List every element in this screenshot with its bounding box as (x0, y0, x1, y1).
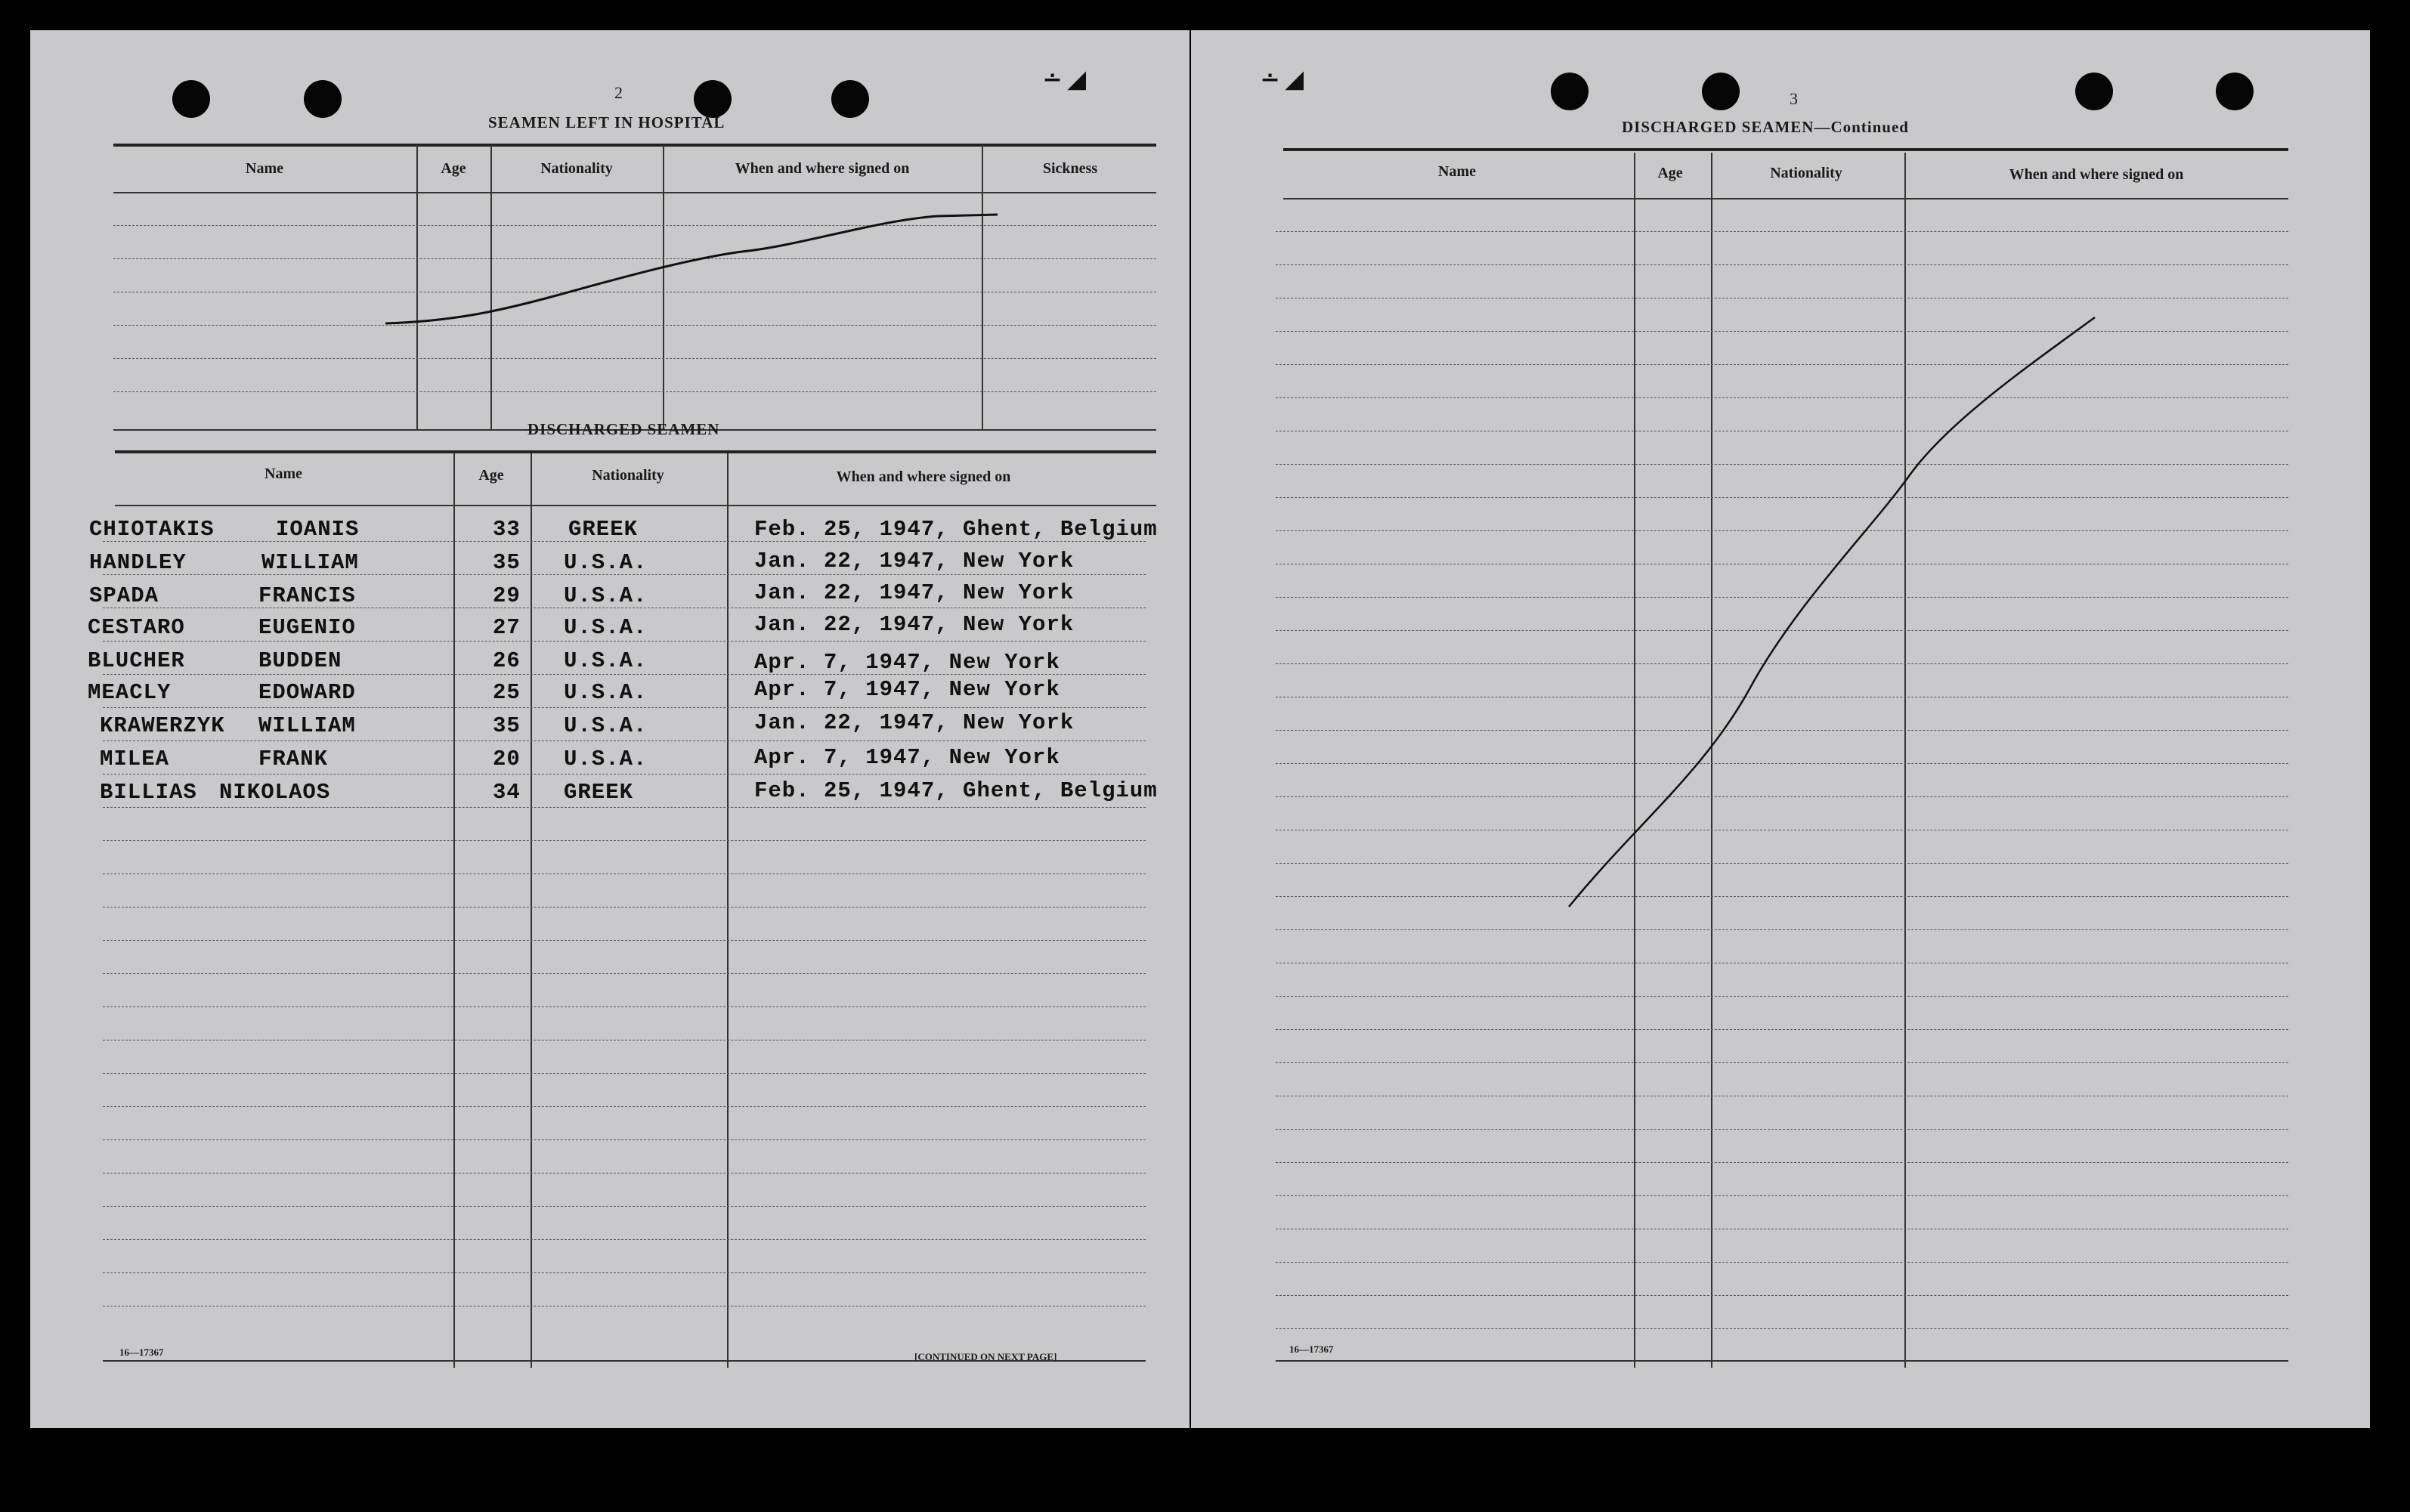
seaman-signed-on: Feb. 25, 1947, Ghent, Belgium (754, 778, 1158, 803)
seaman-nationality: U.S.A. (564, 680, 648, 705)
seaman-nationality: GREEK (564, 780, 634, 805)
seaman-age: 33 (493, 517, 521, 542)
seaman-given-name: FRANCIS (258, 583, 356, 608)
seaman-surname: MILEA (100, 747, 170, 771)
seaman-surname: BILLIAS (100, 780, 197, 805)
column-header-age: Age (478, 467, 504, 484)
seaman-surname: SPADA (89, 583, 159, 608)
seaman-age: 35 (493, 713, 521, 738)
seaman-signed-on: Apr. 7, 1947, New York (754, 745, 1060, 770)
strike-through-line (30, 30, 1190, 1428)
seaman-given-name: FRANK (258, 747, 329, 771)
form-number: 16—17367 (1289, 1343, 1334, 1355)
seaman-signed-on: Jan. 22, 1947, New York (754, 549, 1075, 574)
column-header-sickness: Sickness (1042, 160, 1098, 177)
seaman-age: 29 (493, 583, 521, 608)
form-number: 16—17367 (119, 1347, 164, 1358)
column-header-signed-on: When and where signed on (836, 468, 1011, 485)
column-header-nationality: Nationality (1770, 165, 1842, 181)
seaman-age: 25 (493, 680, 521, 705)
seaman-nationality: U.S.A. (564, 615, 648, 640)
seaman-signed-on: Apr. 7, 1947, New York (754, 677, 1060, 702)
column-header-nationality: Nationality (540, 160, 613, 177)
stamp-mark: ∸ ◢ (1261, 67, 1304, 92)
seaman-age: 20 (493, 747, 521, 771)
hospital-section-title: SEAMEN LEFT IN HOSPITAL (488, 113, 725, 131)
seaman-given-name: IOANIS (276, 517, 360, 542)
seaman-age: 34 (493, 780, 521, 805)
seaman-signed-on: Jan. 22, 1947, New York (754, 580, 1075, 605)
seaman-surname: MEACLY (88, 680, 172, 705)
column-header-age: Age (441, 160, 466, 177)
page-title: DISCHARGED SEAMEN—Continued (1622, 118, 1909, 136)
seaman-nationality: U.S.A. (564, 550, 648, 575)
seaman-surname: BLUCHER (88, 648, 185, 673)
seaman-given-name: NIKOLAOS (219, 780, 331, 805)
seaman-nationality: U.S.A. (564, 713, 648, 738)
seaman-given-name: EUGENIO (258, 615, 356, 640)
column-header-age: Age (1657, 165, 1683, 181)
seaman-nationality: U.S.A. (564, 583, 648, 608)
column-header-nationality: Nationality (592, 467, 664, 484)
column-header-name: Name (265, 465, 302, 482)
seaman-surname: CESTARO (88, 615, 185, 640)
discharged-section-title: DISCHARGED SEAMEN (527, 420, 720, 438)
continued-note: [CONTINUED ON NEXT PAGE] (914, 1351, 1057, 1362)
right-page (1191, 30, 2370, 1428)
seaman-surname: HANDLEY (89, 550, 187, 575)
seaman-nationality: U.S.A. (564, 648, 648, 673)
column-header-signed-on: When and where signed on (735, 160, 910, 177)
seaman-signed-on: Feb. 25, 1947, Ghent, Belgium (754, 517, 1158, 542)
strike-through-line (1191, 30, 2370, 1428)
page-number: 2 (614, 83, 623, 102)
page-number: 3 (1790, 89, 1798, 108)
column-header-name: Name (1438, 163, 1476, 180)
seaman-nationality: GREEK (568, 517, 639, 542)
seaman-signed-on: Jan. 22, 1947, New York (754, 612, 1075, 637)
seaman-signed-on: Apr. 7, 1947, New York (754, 650, 1060, 675)
seaman-age: 27 (493, 615, 521, 640)
column-header-name: Name (246, 160, 283, 177)
seaman-given-name: WILLIAM (261, 550, 359, 575)
seaman-given-name: WILLIAM (258, 713, 356, 738)
seaman-surname: KRAWERZYK (100, 713, 225, 738)
seaman-age: 26 (493, 648, 521, 673)
seaman-surname: CHIOTAKIS (89, 517, 215, 542)
column-header-signed-on: When and where signed on (2009, 166, 2184, 183)
seaman-signed-on: Jan. 22, 1947, New York (754, 710, 1075, 735)
seaman-given-name: EDOWARD (258, 680, 356, 705)
seaman-given-name: BUDDEN (258, 648, 342, 673)
left-page (30, 30, 1190, 1428)
stamp-mark: ∸ ◢ (1043, 67, 1086, 92)
seaman-nationality: U.S.A. (564, 747, 648, 771)
seaman-age: 35 (493, 550, 521, 575)
